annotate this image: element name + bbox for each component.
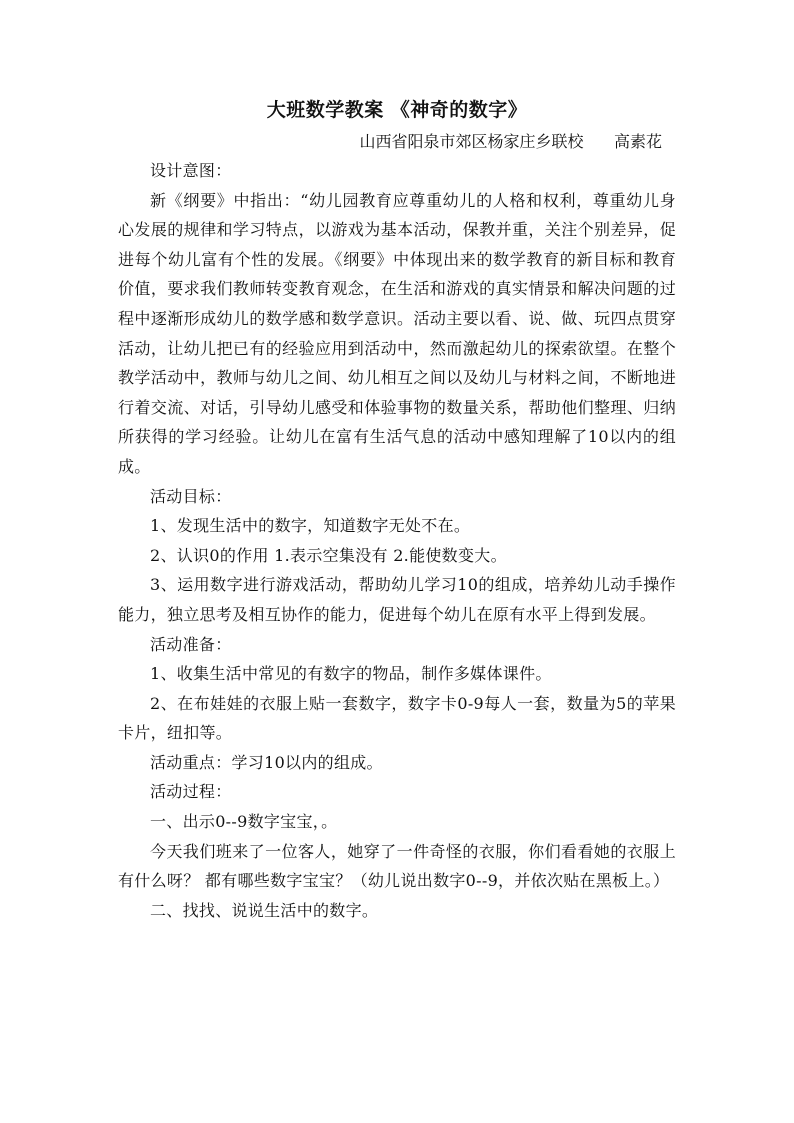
goal-item-2: 2、认识0的作用 1.表示空集没有 2.能使数变大。 xyxy=(150,545,507,565)
goal-item-3: 3、运用数字进行游戏活动，帮助幼儿学习10的组成，培养幼儿动手操作能力，独立思考及相互协作的能力，促进每个幼儿在原有水平上得到发展。 xyxy=(118,575,676,624)
focus-line: 活动重点：学习10以内的组成。 xyxy=(150,752,383,772)
author-line: 山西省阳泉市郊区杨家庄乡联校 高素花 xyxy=(359,132,662,151)
process-step-1: 一、出示0--9数字宝宝，。 xyxy=(150,812,338,832)
intent-paragraph: 新《纲要》中指出：“幼儿园教育应尊重幼儿的人格和权利，尊重幼儿身心发展的规律和学习特点，以游戏为基本活动，保教并重，关注个别差异，促进每个幼儿富有个性的发展。《纲要》中体现出来的数学教育的新目标和教育价值，要求我们教师转变教育观念，在生活和游戏的真实情景和解决问题的过程中逐渐形成幼儿的数学感和数学意识。活动主要以看、说、做、玩四点贯穿活动，让幼儿把已有的经验应用到活动中，然而激起幼儿的探索欲望。在整个教学活动中，教师与幼儿之间、幼儿相互之间以及幼儿与材料之间，不断地进行着交流、对话，引导幼儿感受和体验事物的数量关系，帮助他们整理、归纳所获得的学习经验。让幼儿在富有生活气息的活动中感知理解了10以内的组成。 xyxy=(118,190,676,476)
prep-item-1: 1、收集生活中常见的有数字的物品，制作多媒体课件。 xyxy=(150,664,552,684)
goals-heading: 活动目标： xyxy=(150,486,232,506)
prep-heading: 活动准备： xyxy=(150,634,232,654)
intent-heading: 设计意图： xyxy=(150,161,232,180)
process-heading: 活动过程： xyxy=(150,782,232,802)
document-page xyxy=(118,96,676,925)
process-step-1-text: 今天我们班来了一位客人，她穿了一件奇怪的衣服，你们看看她的衣服上有什么呀？ 都有哪些数字宝宝？（幼儿说出数字0--9，并依次贴在黑板上。） xyxy=(118,841,676,891)
goal-item-1: 1、发现生活中的数字，知道数字无处不在。 xyxy=(150,516,471,536)
process-step-2: 二、找找、说说生活中的数字。 xyxy=(150,900,379,920)
document-title: 大班数学教案 《神奇的数字》 xyxy=(266,99,528,121)
prep-item-2: 2、在布娃娃的衣服上贴一套数字，数字卡0-9每人一套，数量为5的苹果卡片，纽扣等。 xyxy=(118,693,676,743)
